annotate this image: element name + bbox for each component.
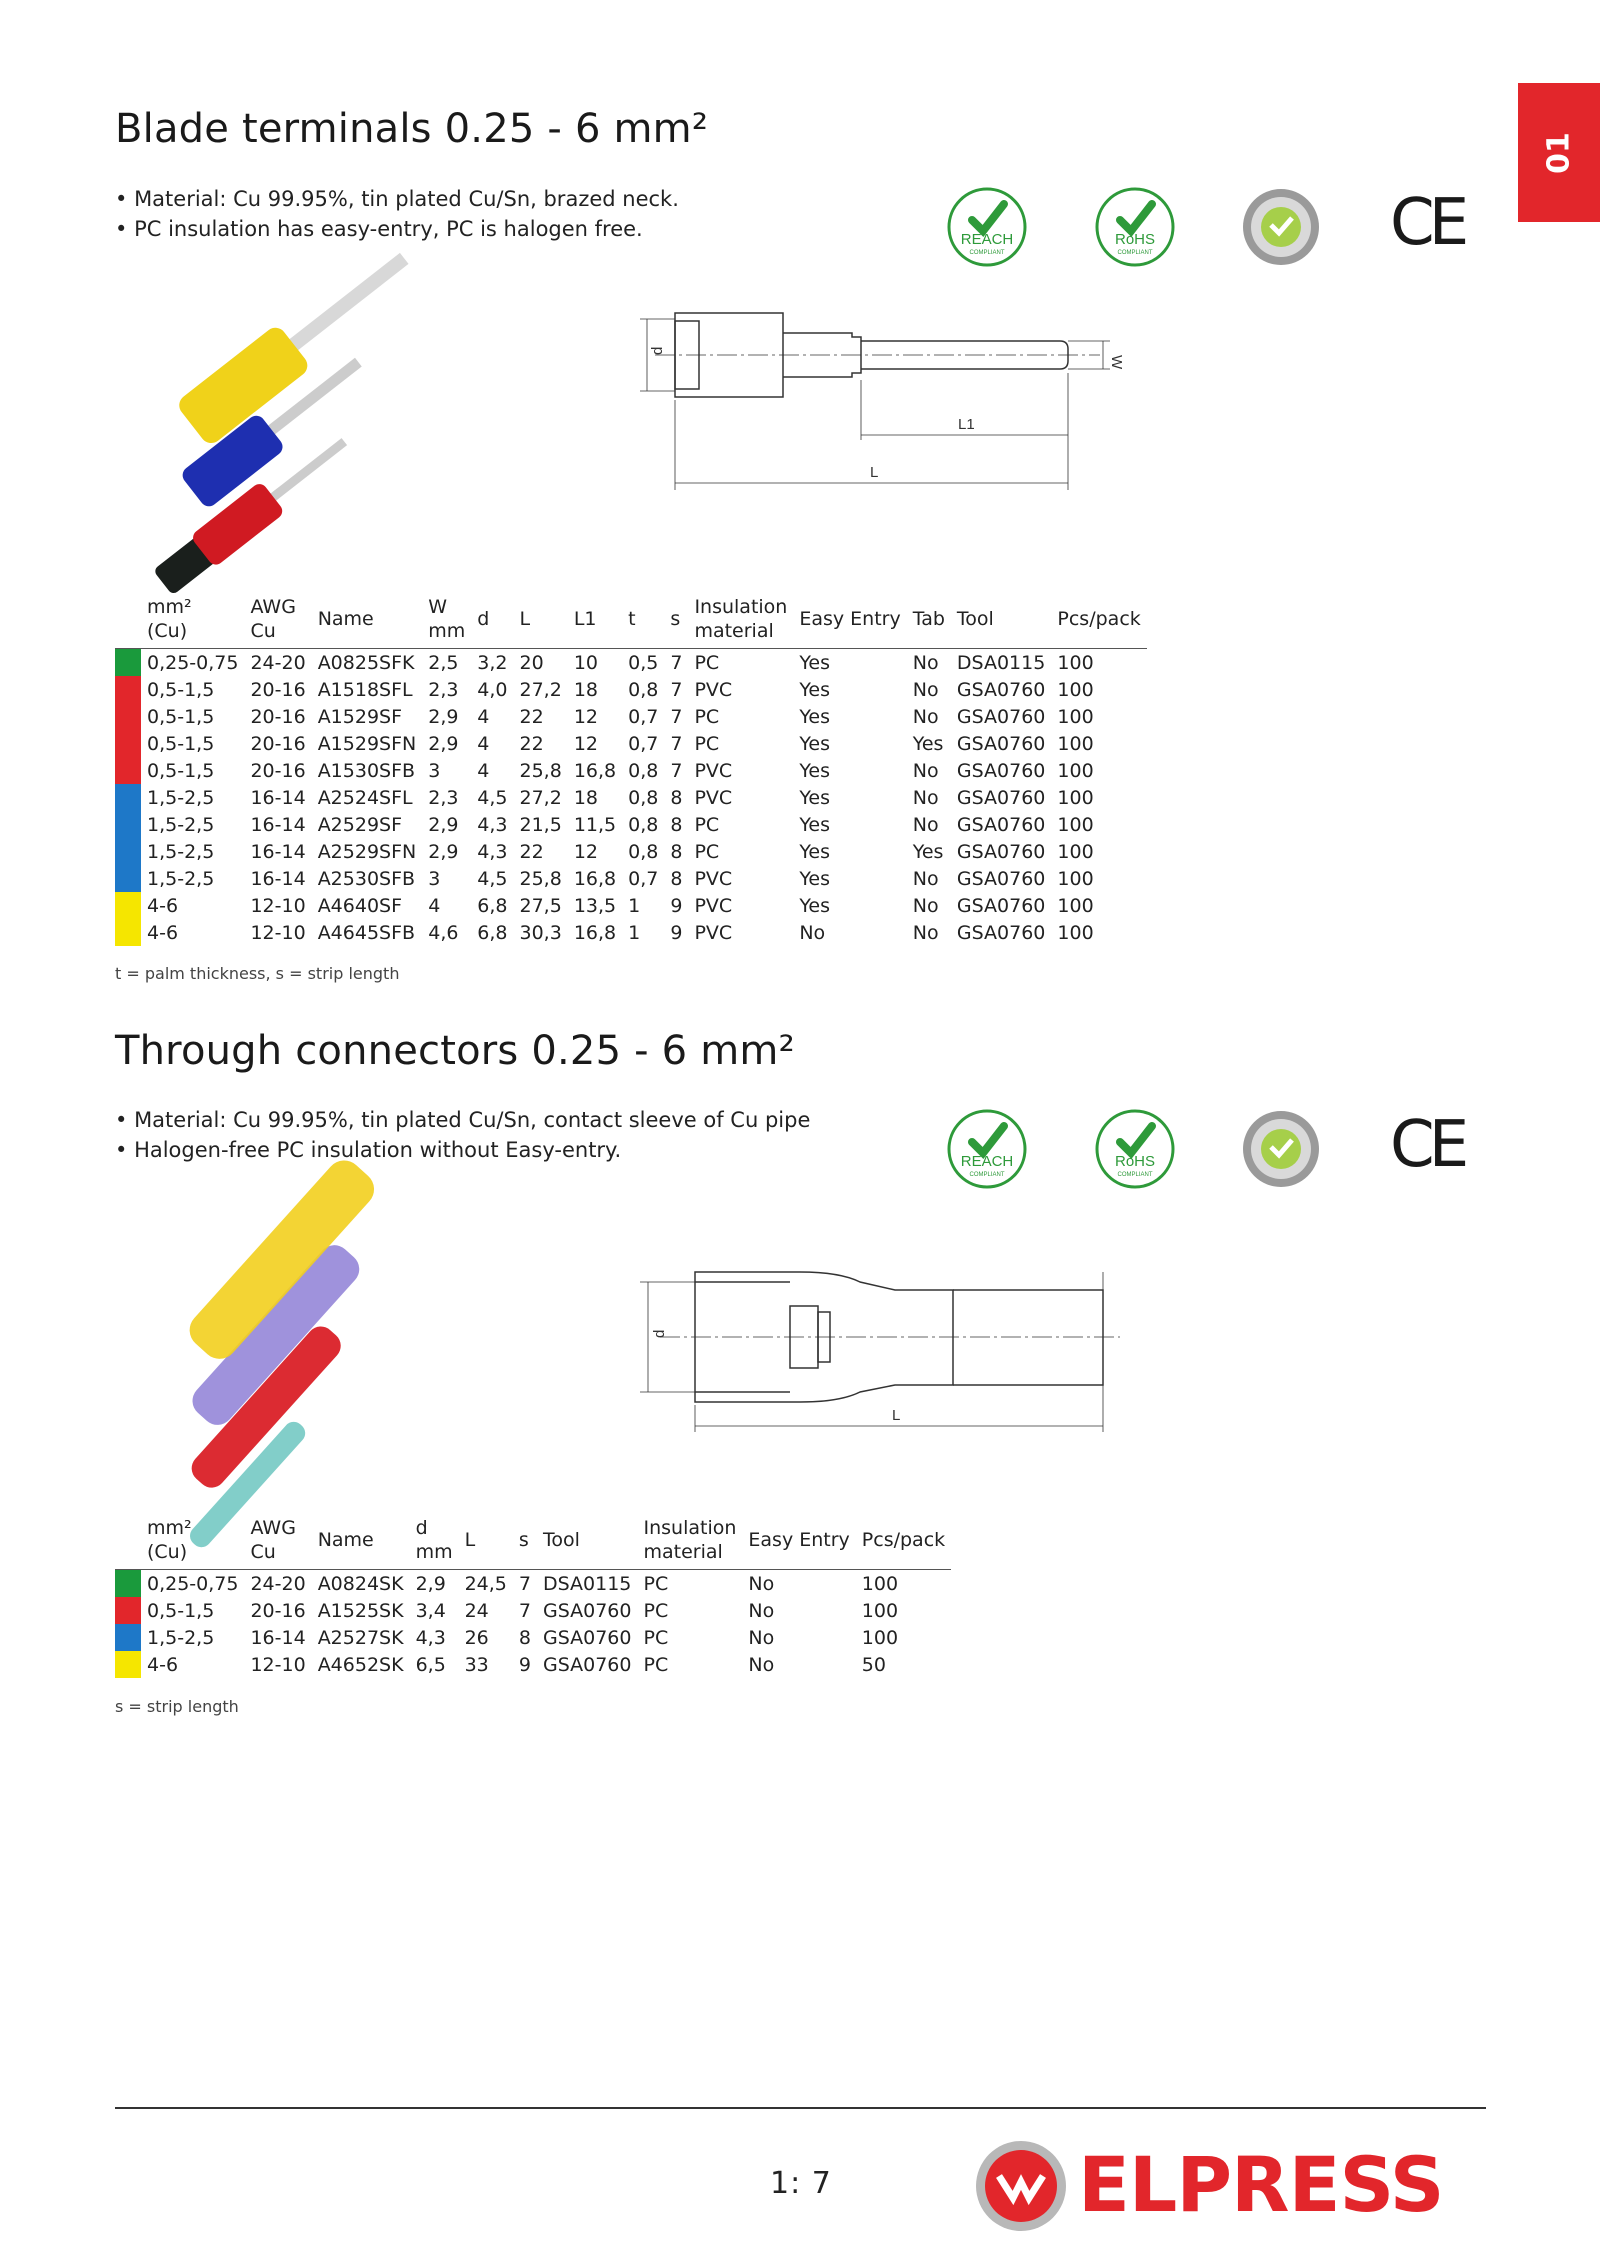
color-swatch [115, 784, 141, 811]
table-cell: 4,3 [415, 1626, 446, 1649]
table-cell: No [912, 705, 939, 728]
table-cell: GSA0760 [956, 759, 1046, 782]
table-cell: Yes [912, 732, 944, 755]
system-certification-seal-icon [1240, 186, 1322, 268]
table-cell: 4,3 [477, 813, 508, 836]
table-cell: Yes [799, 732, 831, 755]
table-cell: 16-14 [250, 786, 306, 809]
color-swatch [115, 676, 141, 703]
column-header: L1 [568, 590, 622, 649]
table-cell: 0,5-1,5 [147, 705, 215, 728]
table-cell: 100 [1057, 759, 1094, 782]
through-footnote: s = strip length [115, 1697, 239, 1716]
table-cell: 20-16 [250, 759, 306, 782]
table-cell: 2,3 [428, 678, 459, 701]
table-cell: 9 [670, 921, 683, 944]
through-bullet-1: • Material: Cu 99.95%, tin plated Cu/Sn, contact sleeve of Cu pipe [115, 1105, 810, 1135]
table-cell: 100 [861, 1626, 899, 1649]
table-cell: PC [643, 1653, 669, 1676]
table-cell: No [748, 1626, 775, 1649]
table-cell: 4,5 [477, 786, 508, 809]
table-cell: 2,5 [428, 651, 459, 674]
column-header: Tab [907, 590, 951, 649]
table-cell: 24,5 [464, 1572, 507, 1595]
table-cell: A2527SK [317, 1626, 404, 1649]
table-cell: 1,5-2,5 [147, 1626, 215, 1649]
table-cell: No [912, 678, 939, 701]
section-tab-label: 01 [1541, 131, 1577, 174]
table-cell: PC [694, 732, 720, 755]
table-cell: No [912, 894, 939, 917]
table-cell: 100 [861, 1599, 899, 1622]
table-row [115, 1570, 951, 1598]
table-cell: 16,8 [573, 867, 617, 890]
table-cell: Yes [799, 867, 831, 890]
column-header: s [664, 590, 688, 649]
through-bullet-2: • Halogen-free PC insulation without Easy-entry. [115, 1135, 810, 1165]
column-header: d mm [410, 1511, 459, 1570]
rohs-label: RoHS [1114, 231, 1156, 248]
column-header: Insulation material [638, 1511, 743, 1570]
color-swatch [115, 919, 141, 946]
table-cell: 4,5 [477, 867, 508, 890]
table-cell: 1,5-2,5 [147, 786, 215, 809]
table-cell: A1529SFN [317, 732, 417, 755]
table-cell: No [748, 1599, 775, 1622]
column-header: W mm [422, 590, 471, 649]
table-cell: 20-16 [250, 678, 306, 701]
table-cell: No [912, 651, 939, 674]
blade-table-header [115, 590, 1147, 649]
table-cell: 0,8 [628, 786, 659, 809]
table-cell: 100 [1057, 840, 1094, 863]
table-cell: 0,8 [628, 759, 659, 782]
rohs-icon [1094, 186, 1176, 268]
table-cell: 12 [573, 732, 598, 755]
through-spec-table [115, 1511, 951, 1678]
table-cell: 4-6 [147, 1653, 179, 1676]
table-cell: 22 [519, 732, 544, 755]
table-cell: 2,3 [428, 786, 459, 809]
column-header: Tool [951, 590, 1052, 649]
column-header: Name [312, 1511, 410, 1570]
table-cell: 4 [477, 732, 490, 755]
column-header: Easy Entry [742, 1511, 855, 1570]
table-cell: 12-10 [250, 921, 306, 944]
table-cell: GSA0760 [956, 867, 1046, 890]
table-cell: 8 [670, 813, 683, 836]
table-cell: 7 [670, 759, 683, 782]
table-cell: 7 [670, 705, 683, 728]
table-cell: 100 [1057, 705, 1094, 728]
table-cell: DSA0115 [543, 1572, 632, 1595]
table-cell: 0,7 [628, 705, 659, 728]
table-cell: 22 [519, 840, 544, 863]
table-row [115, 730, 1147, 757]
table-cell: 16-14 [250, 840, 306, 863]
through-connectors-photo [115, 1200, 575, 1460]
rohs-sub: COMPLIANT [1117, 250, 1153, 256]
table-cell: GSA0760 [956, 732, 1046, 755]
table-cell: 3 [428, 759, 441, 782]
table-cell: 20-16 [250, 732, 306, 755]
table-cell: PVC [694, 867, 733, 890]
table-cell: 20 [519, 651, 544, 674]
table-cell: 3,4 [415, 1599, 446, 1622]
table-cell: 6,8 [477, 894, 508, 917]
table-cell: A0825SFK [317, 651, 415, 674]
blade-terminal-drawing [630, 295, 1125, 505]
table-cell: 11,5 [573, 813, 617, 836]
table-cell: A2529SF [317, 813, 403, 836]
table-cell: A4645SFB [317, 921, 416, 944]
ce-mark-icon-2: CE [1390, 1108, 1464, 1182]
reach-icon [946, 186, 1028, 268]
table-cell: 18 [573, 678, 598, 701]
ce-mark-icon: CE [1390, 186, 1464, 260]
table-cell: GSA0760 [956, 921, 1046, 944]
drawing-label-l1: L1 [958, 416, 975, 433]
table-cell: 2,9 [428, 813, 459, 836]
table-cell: PC [694, 705, 720, 728]
blade-bullet-2: • PC insulation has easy-entry, PC is halogen free. [115, 214, 679, 244]
table-cell: Yes [799, 705, 831, 728]
table-cell: 20-16 [250, 705, 306, 728]
table-cell: 7 [518, 1599, 531, 1622]
blade-title: Blade terminals 0.25 - 6 mm² [115, 106, 709, 152]
drawing-label-l-2: L [892, 1407, 901, 1424]
column-header: L [459, 1511, 513, 1570]
column-header: Name [312, 590, 423, 649]
section-tab [1518, 83, 1600, 222]
drawing-label-w: W [1108, 355, 1125, 370]
table-cell: PC [694, 840, 720, 863]
color-swatch [115, 838, 141, 865]
reach-icon-2 [946, 1108, 1028, 1190]
table-cell: 4 [477, 705, 490, 728]
page-number: 1: 7 [770, 2166, 832, 2201]
table-cell: 1,5-2,5 [147, 840, 215, 863]
table-cell: A0824SK [317, 1572, 404, 1595]
blade-bullets [115, 184, 679, 244]
drawing-label-l: L [870, 464, 879, 481]
through-title: Through connectors 0.25 - 6 mm² [115, 1028, 795, 1074]
blade-terminals-photo [115, 280, 575, 540]
table-cell: No [912, 921, 939, 944]
table-cell: A2530SFB [317, 867, 416, 890]
header-swatch-spacer [115, 1511, 141, 1570]
table-cell: 100 [861, 1572, 899, 1595]
table-cell: 4,6 [428, 921, 459, 944]
table-cell: 8 [670, 867, 683, 890]
table-cell: 2,9 [428, 840, 459, 863]
table-cell: No [912, 786, 939, 809]
table-cell: 24-20 [250, 651, 306, 674]
table-cell: PC [694, 813, 720, 836]
table-cell: PC [643, 1626, 669, 1649]
column-header: t [622, 590, 664, 649]
table-cell: A1529SF [317, 705, 403, 728]
table-cell: 50 [861, 1653, 886, 1676]
table-cell: 3,2 [477, 651, 508, 674]
table-cell: 4,3 [477, 840, 508, 863]
rohs-sub-2: COMPLIANT [1117, 1172, 1153, 1178]
table-cell: 18 [573, 786, 598, 809]
table-cell: 12 [573, 705, 598, 728]
table-cell: Yes [799, 678, 831, 701]
table-cell: 30,3 [519, 921, 562, 944]
column-header: mm² (Cu) [141, 1511, 244, 1570]
table-cell: No [748, 1572, 775, 1595]
table-cell: 16-14 [250, 867, 306, 890]
table-cell: 1,5-2,5 [147, 813, 215, 836]
column-header: L [514, 590, 568, 649]
color-swatch [115, 1597, 141, 1624]
drawing-label-d: d [649, 346, 666, 355]
table-row [115, 838, 1147, 865]
blade-spec-table [115, 590, 1147, 946]
color-swatch [115, 1624, 141, 1651]
table-cell: 26 [464, 1626, 489, 1649]
blade-footnote: t = palm thickness, s = strip length [115, 964, 400, 983]
table-cell: A4640SF [317, 894, 403, 917]
table-cell: 1 [628, 921, 641, 944]
table-cell: 24-20 [250, 1572, 306, 1595]
table-cell: 4 [477, 759, 490, 782]
through-bullets [115, 1105, 810, 1165]
table-cell: 16-14 [250, 813, 306, 836]
color-swatch [115, 1651, 141, 1678]
table-cell: No [748, 1653, 775, 1676]
table-cell: DSA0115 [956, 651, 1046, 674]
table-cell: GSA0760 [543, 1653, 632, 1676]
table-cell: 12-10 [250, 894, 306, 917]
table-cell: 4 [428, 894, 441, 917]
rohs-label-2: RoHS [1114, 1153, 1156, 1170]
table-cell: 7 [670, 678, 683, 701]
table-row [115, 811, 1147, 838]
table-cell: 24 [464, 1599, 489, 1622]
table-cell: 10 [573, 651, 598, 674]
table-cell: 20-16 [250, 1599, 306, 1622]
table-cell: GSA0760 [543, 1599, 632, 1622]
table-cell: 0,8 [628, 813, 659, 836]
table-cell: GSA0760 [543, 1626, 632, 1649]
table-cell: PC [694, 651, 720, 674]
table-cell: 1 [628, 894, 641, 917]
table-cell: 100 [1057, 894, 1094, 917]
table-row [115, 649, 1147, 677]
table-cell: A1518SFL [317, 678, 413, 701]
color-swatch [115, 1570, 141, 1598]
table-cell: Yes [799, 759, 831, 782]
table-cell: Yes [799, 786, 831, 809]
table-cell: No [912, 813, 939, 836]
table-cell: 16,8 [573, 921, 617, 944]
table-cell: 100 [1057, 732, 1094, 755]
table-row [115, 892, 1147, 919]
table-row [115, 703, 1147, 730]
reach-label-2: REACH [960, 1153, 1014, 1170]
system-certification-seal-icon-2 [1240, 1108, 1322, 1190]
column-header: Insulation material [688, 590, 793, 649]
table-cell: 7 [670, 651, 683, 674]
table-cell: 100 [1057, 867, 1094, 890]
table-cell: 7 [670, 732, 683, 755]
table-cell: 12-10 [250, 1653, 306, 1676]
table-cell: Yes [799, 894, 831, 917]
table-cell: A2524SFL [317, 786, 413, 809]
table-cell: GSA0760 [956, 678, 1046, 701]
table-cell: 0,5-1,5 [147, 759, 215, 782]
table-cell: 25,8 [519, 867, 562, 890]
table-cell: 4-6 [147, 921, 179, 944]
reach-sub: COMPLIANT [969, 250, 1005, 256]
table-cell: 21,5 [519, 813, 562, 836]
color-swatch [115, 811, 141, 838]
table-cell: 27,2 [519, 678, 562, 701]
table-cell: 2,9 [428, 732, 459, 755]
table-cell: PC [643, 1599, 669, 1622]
elpress-brand: ELPRESS [1078, 2140, 1444, 2229]
table-cell: A4652SK [317, 1653, 404, 1676]
footer-divider [115, 2107, 1486, 2109]
table-cell: 100 [1057, 678, 1094, 701]
table-cell: 0,5 [628, 651, 659, 674]
table-cell: 33 [464, 1653, 489, 1676]
table-cell: 8 [670, 840, 683, 863]
elpress-logo-icon [973, 2138, 1069, 2234]
through-connector-drawing [630, 1260, 1130, 1445]
table-cell: Yes [912, 840, 944, 863]
table-cell: 9 [670, 894, 683, 917]
table-cell: 0,25-0,75 [147, 651, 239, 674]
column-header: Easy Entry [793, 590, 906, 649]
table-row [115, 784, 1147, 811]
column-header: Tool [537, 1511, 638, 1570]
table-cell: 0,7 [628, 732, 659, 755]
drawing-label-d-2: d [651, 1329, 668, 1338]
table-cell: 27,5 [519, 894, 562, 917]
color-swatch [115, 865, 141, 892]
table-cell: GSA0760 [956, 705, 1046, 728]
table-cell: 9 [518, 1653, 531, 1676]
table-cell: GSA0760 [956, 840, 1046, 863]
table-cell: 100 [1057, 921, 1094, 944]
column-header: AWG Cu [244, 590, 311, 649]
table-cell: A1525SK [317, 1599, 404, 1622]
table-cell: 100 [1057, 651, 1094, 674]
through-table-header [115, 1511, 951, 1570]
color-swatch [115, 649, 141, 677]
table-cell: PVC [694, 921, 733, 944]
table-cell: 0,5-1,5 [147, 732, 215, 755]
table-cell: PVC [694, 759, 733, 782]
color-swatch [115, 757, 141, 784]
table-cell: Yes [799, 651, 831, 674]
column-header: s [513, 1511, 537, 1570]
table-cell: PVC [694, 894, 733, 917]
table-cell: 100 [1057, 813, 1094, 836]
rohs-icon-2 [1094, 1108, 1176, 1190]
blade-bullet-1: • Material: Cu 99.95%, tin plated Cu/Sn, brazed neck. [115, 184, 679, 214]
table-cell: 0,7 [628, 867, 659, 890]
color-swatch [115, 892, 141, 919]
reach-label: REACH [960, 231, 1014, 248]
table-cell: 25,8 [519, 759, 562, 782]
table-cell: 4,0 [477, 678, 508, 701]
table-row [115, 1597, 951, 1624]
table-cell: 0,5-1,5 [147, 1599, 215, 1622]
table-cell: 7 [518, 1572, 531, 1595]
column-header: Pcs/pack [1051, 590, 1146, 649]
column-header: Pcs/pack [856, 1511, 951, 1570]
table-cell: A1530SFB [317, 759, 416, 782]
table-cell: Yes [799, 840, 831, 863]
table-cell: 13,5 [573, 894, 617, 917]
table-cell: 100 [1057, 786, 1094, 809]
table-cell: 0,25-0,75 [147, 1572, 239, 1595]
table-cell: 6,5 [415, 1653, 446, 1676]
table-cell: 22 [519, 705, 544, 728]
table-cell: 0,8 [628, 840, 659, 863]
reach-sub-2: COMPLIANT [969, 1172, 1005, 1178]
table-cell: 4-6 [147, 894, 179, 917]
table-cell: 12 [573, 840, 598, 863]
color-swatch [115, 730, 141, 757]
table-cell: PC [643, 1572, 669, 1595]
table-cell: Yes [799, 813, 831, 836]
table-cell: 1,5-2,5 [147, 867, 215, 890]
header-swatch-spacer [115, 590, 141, 649]
table-cell: No [912, 759, 939, 782]
table-cell: 2,9 [428, 705, 459, 728]
table-row [115, 757, 1147, 784]
table-cell: 8 [670, 786, 683, 809]
table-cell: No [912, 867, 939, 890]
column-header: mm² (Cu) [141, 590, 244, 649]
table-row [115, 1624, 951, 1651]
table-cell: 3 [428, 867, 441, 890]
table-cell: PVC [694, 786, 733, 809]
table-cell: 0,5-1,5 [147, 678, 215, 701]
table-row [115, 1651, 951, 1678]
table-cell: GSA0760 [956, 786, 1046, 809]
table-cell: 27,2 [519, 786, 562, 809]
table-cell: 16,8 [573, 759, 617, 782]
table-cell: 6,8 [477, 921, 508, 944]
table-row [115, 676, 1147, 703]
table-cell: No [799, 921, 826, 944]
table-cell: GSA0760 [956, 813, 1046, 836]
column-header: d [471, 590, 513, 649]
table-cell: PVC [694, 678, 733, 701]
table-cell: 16-14 [250, 1626, 306, 1649]
table-cell: A2529SFN [317, 840, 417, 863]
table-row [115, 865, 1147, 892]
table-row [115, 919, 1147, 946]
table-cell: 8 [518, 1626, 531, 1649]
table-cell: GSA0760 [956, 894, 1046, 917]
table-cell: 0,8 [628, 678, 659, 701]
color-swatch [115, 703, 141, 730]
table-cell: 2,9 [415, 1572, 446, 1595]
column-header: AWG Cu [244, 1511, 311, 1570]
